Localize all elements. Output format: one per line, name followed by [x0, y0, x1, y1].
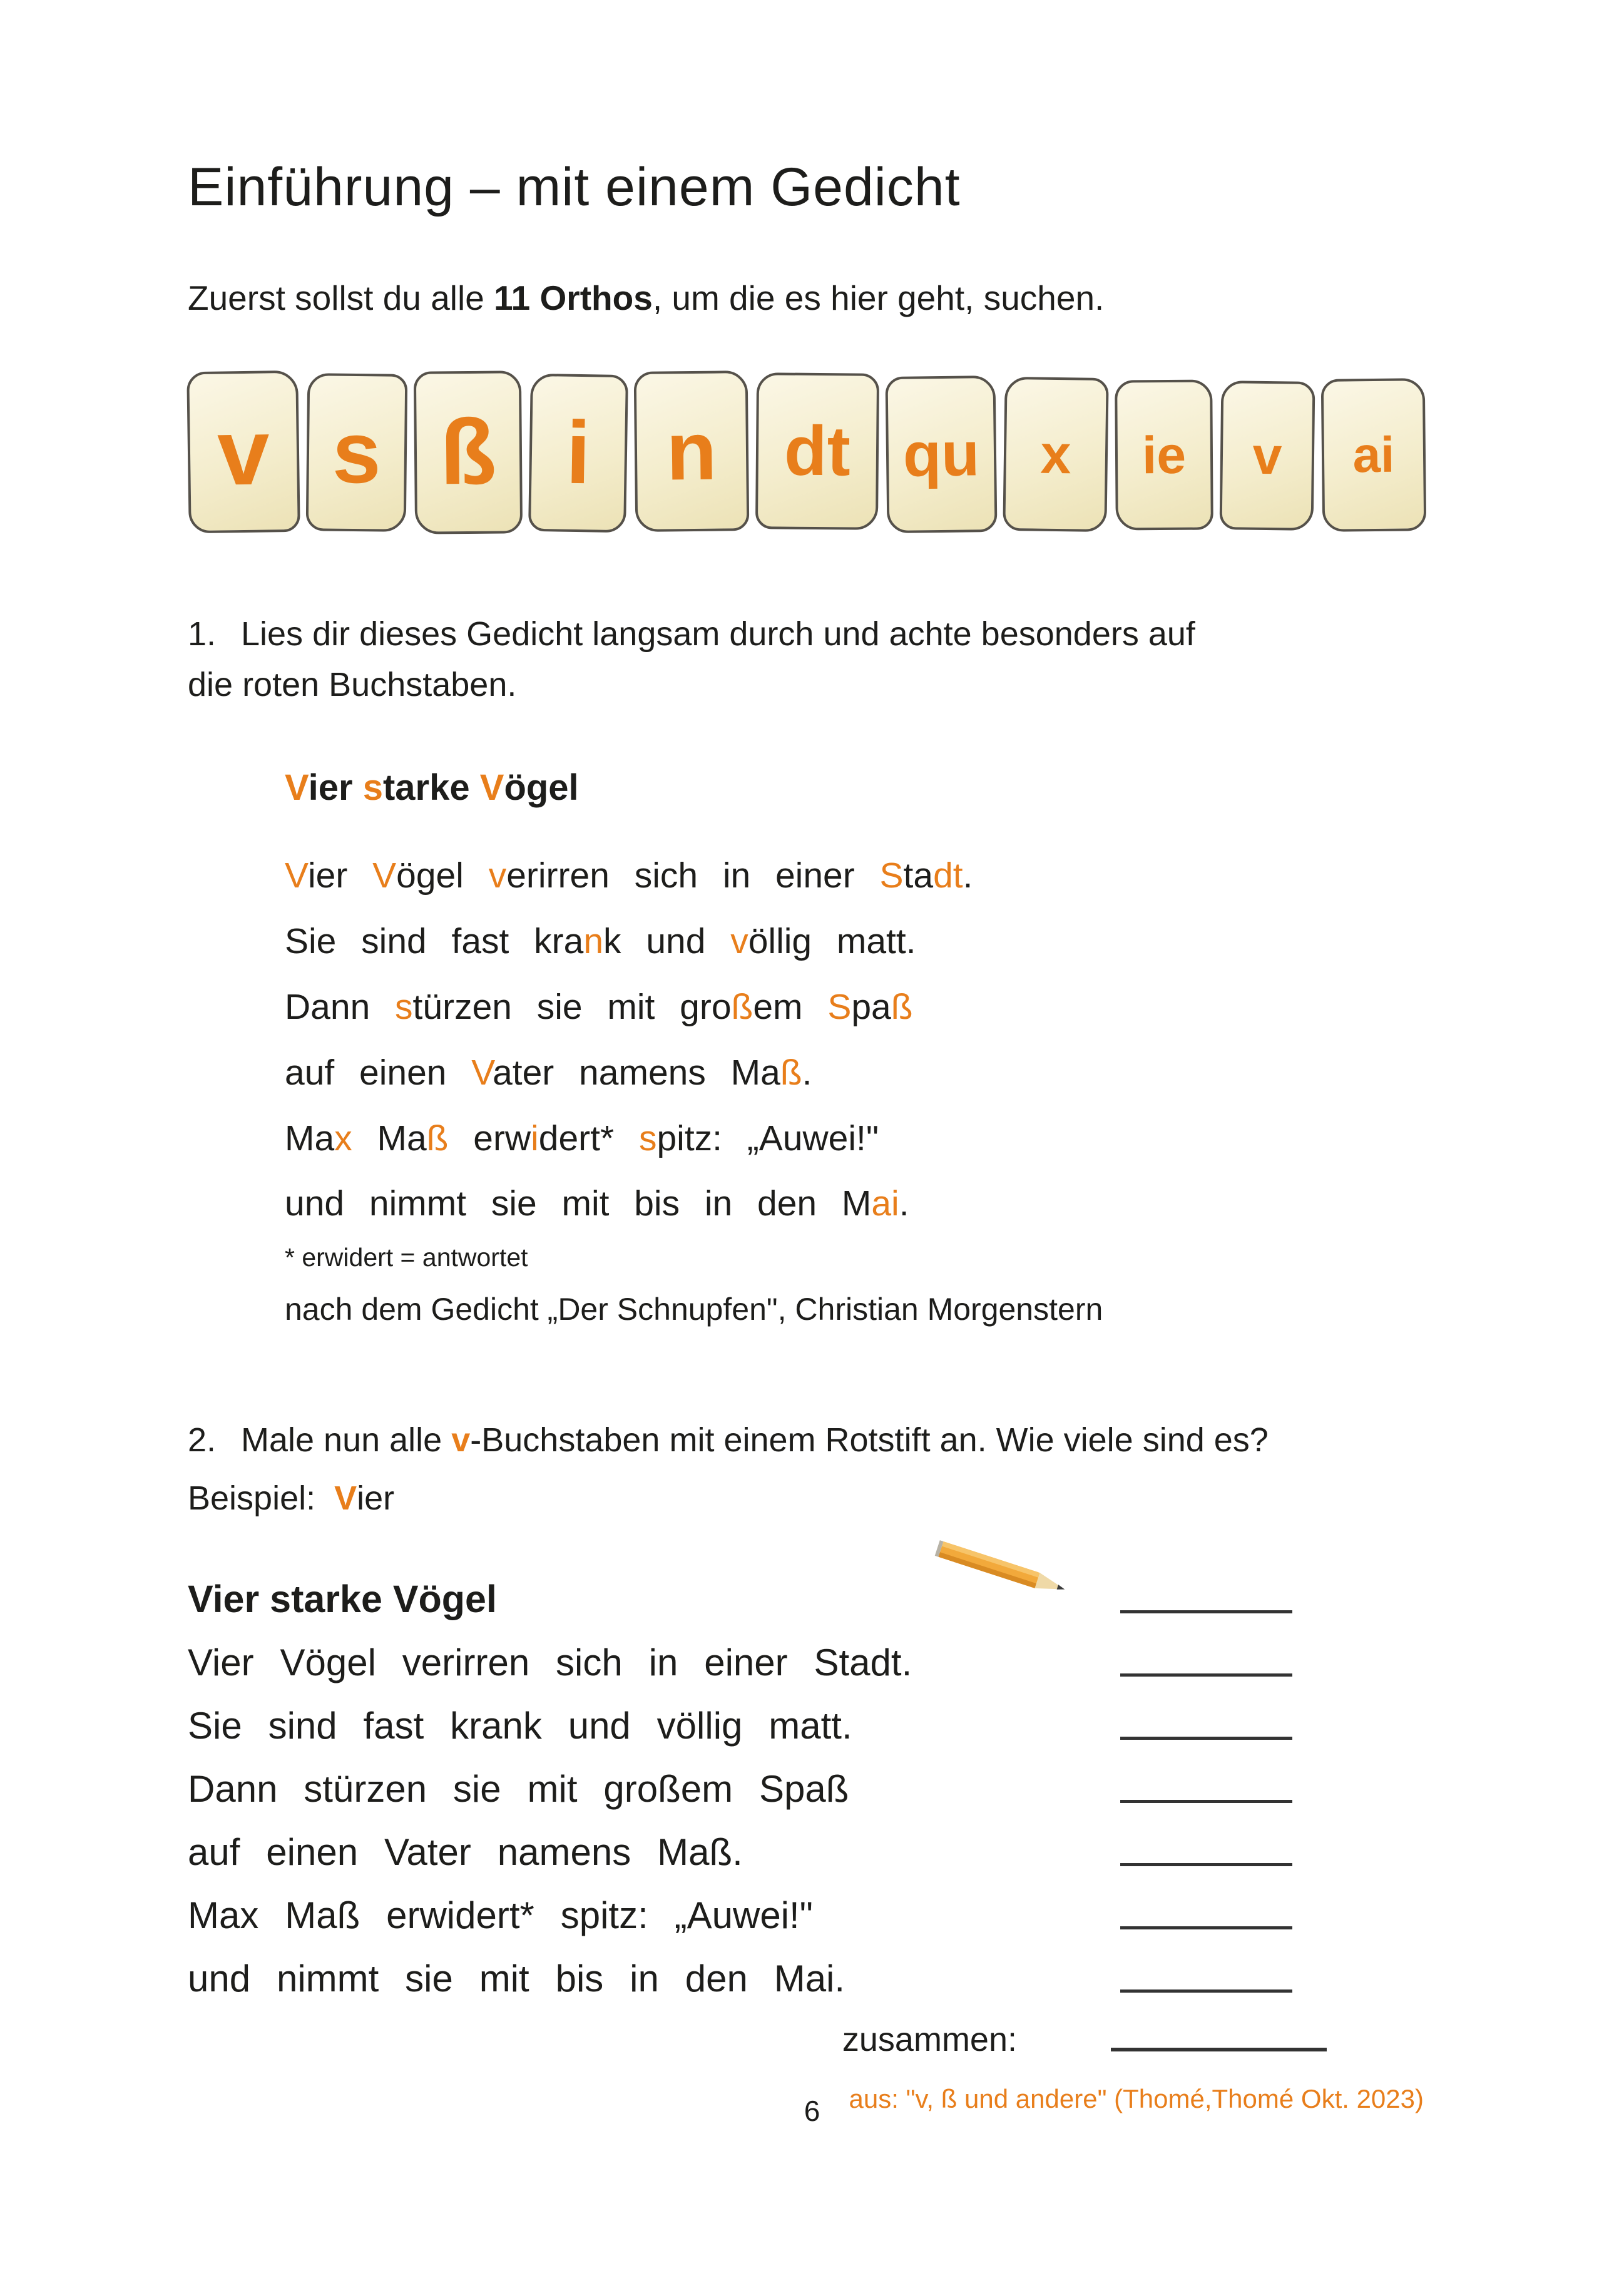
letter-tile	[306, 373, 408, 532]
tile-letter: x	[1039, 422, 1072, 486]
example-text: Beispiel: Vier	[188, 1479, 395, 1518]
poem-row	[188, 1767, 1436, 1811]
poem-line: Dann stürzen sie mit großem Spaß	[188, 1768, 849, 1811]
letter-tile	[634, 370, 750, 532]
task-1	[188, 609, 1436, 710]
task-text: Male nun alle v-Buchstaben mit einem Rotstift an. Wie viele sind es?	[241, 1421, 1269, 1459]
poem-line: Sie sind fast krank und völlig matt.	[285, 921, 916, 961]
tile-letter: dt	[784, 411, 851, 491]
poem-row	[188, 1641, 1436, 1684]
poem-line: Vier Vögel verirren sich in einer Stadt.	[188, 1642, 912, 1684]
tile-letter: qu	[902, 419, 980, 490]
tile-letter: ß	[439, 400, 497, 504]
answer-blank	[1120, 1737, 1292, 1740]
tile-letter: n	[665, 404, 718, 498]
letter-tile	[755, 372, 879, 530]
tile-letter: v	[217, 399, 270, 505]
tile-letter: ai	[1352, 426, 1395, 483]
pencil-icon	[929, 1527, 1086, 1615]
letter-tile	[1220, 381, 1315, 531]
letter-tile	[414, 370, 523, 534]
poem-title: Vier starke Vögel	[188, 1578, 497, 1621]
answer-blank	[1120, 1800, 1292, 1803]
page-title: Einführung – mit einem Gedicht	[188, 157, 961, 217]
intro-text: Zuerst sollst du alle 11 Orthos, um die es hier geht, suchen.	[188, 278, 1105, 317]
letter-tile	[1115, 379, 1213, 530]
poem-line: Vier Vögel verirren sich in einer Stadt.	[285, 856, 973, 896]
tile-letter: ie	[1141, 425, 1187, 485]
task-text-line2: die roten Buchstaben.	[188, 666, 517, 703]
task-text: Lies dir dieses Gedicht langsam durch und achte besonders auf	[241, 615, 1195, 653]
tile-letter: i	[565, 402, 591, 503]
task-number: 2.	[188, 1421, 217, 1459]
poem-heading-row	[188, 1577, 1436, 1621]
answer-blank-total	[1111, 2048, 1327, 2051]
poem-line: und nimmt sie mit bis in den Mai.	[285, 1183, 909, 1224]
answer-blank	[1120, 1673, 1292, 1677]
answer-blank	[1120, 1863, 1292, 1866]
page-number: 6	[804, 2095, 820, 2127]
sum-label: zusammen:	[842, 2021, 1017, 2059]
answer-blank	[1120, 1989, 1292, 1993]
letter-tile	[885, 375, 997, 533]
tile-letter: v	[1252, 426, 1282, 486]
answer-blank	[1120, 1926, 1292, 1929]
letter-tile	[528, 374, 628, 533]
task-number: 1.	[188, 615, 217, 653]
attribution: nach dem Gedicht „Der Schnupfen", Christian Morgenstern	[285, 1292, 1103, 1327]
task-2	[188, 1415, 1436, 1524]
page-footer	[188, 2078, 1436, 2128]
tile-letter: s	[332, 402, 382, 502]
source-credit: aus: "v, ß und andere" (Thomé,Thomé Okt. 2023)	[849, 2084, 1424, 2113]
poem-line: auf einen Vater namens Maß.	[188, 1831, 743, 1874]
letter-tile	[186, 370, 300, 533]
poem-line: auf einen Vater namens Maß.	[285, 1052, 812, 1093]
letter-tile	[1003, 377, 1108, 532]
poem-row	[188, 1957, 1436, 2000]
answer-blank	[1120, 1610, 1292, 1613]
poem-worksheet	[188, 1577, 1436, 2059]
poem-title: Vier starke Vögel	[285, 767, 579, 808]
poem-line: und nimmt sie mit bis in den Mai.	[188, 1958, 845, 2000]
poem-line: Max Maß erwidert* spitz: „Auwei!"	[188, 1894, 813, 1937]
ortho-tiles	[188, 371, 1436, 549]
sum-row	[188, 2020, 1436, 2059]
poem-line: Dann stürzen sie mit großem Spaß	[285, 986, 913, 1027]
poem-highlighted	[285, 767, 1436, 1327]
poem-line: Max Maß erwidert* spitz: „Auwei!"	[285, 1118, 879, 1158]
footnote: * erwidert = antwortet	[285, 1243, 528, 1272]
poem-row	[188, 1831, 1436, 1874]
poem-row	[188, 1704, 1436, 1747]
poem-line: Sie sind fast krank und völlig matt.	[188, 1705, 852, 1747]
letter-tile	[1321, 378, 1427, 532]
poem-row	[188, 1894, 1436, 1937]
